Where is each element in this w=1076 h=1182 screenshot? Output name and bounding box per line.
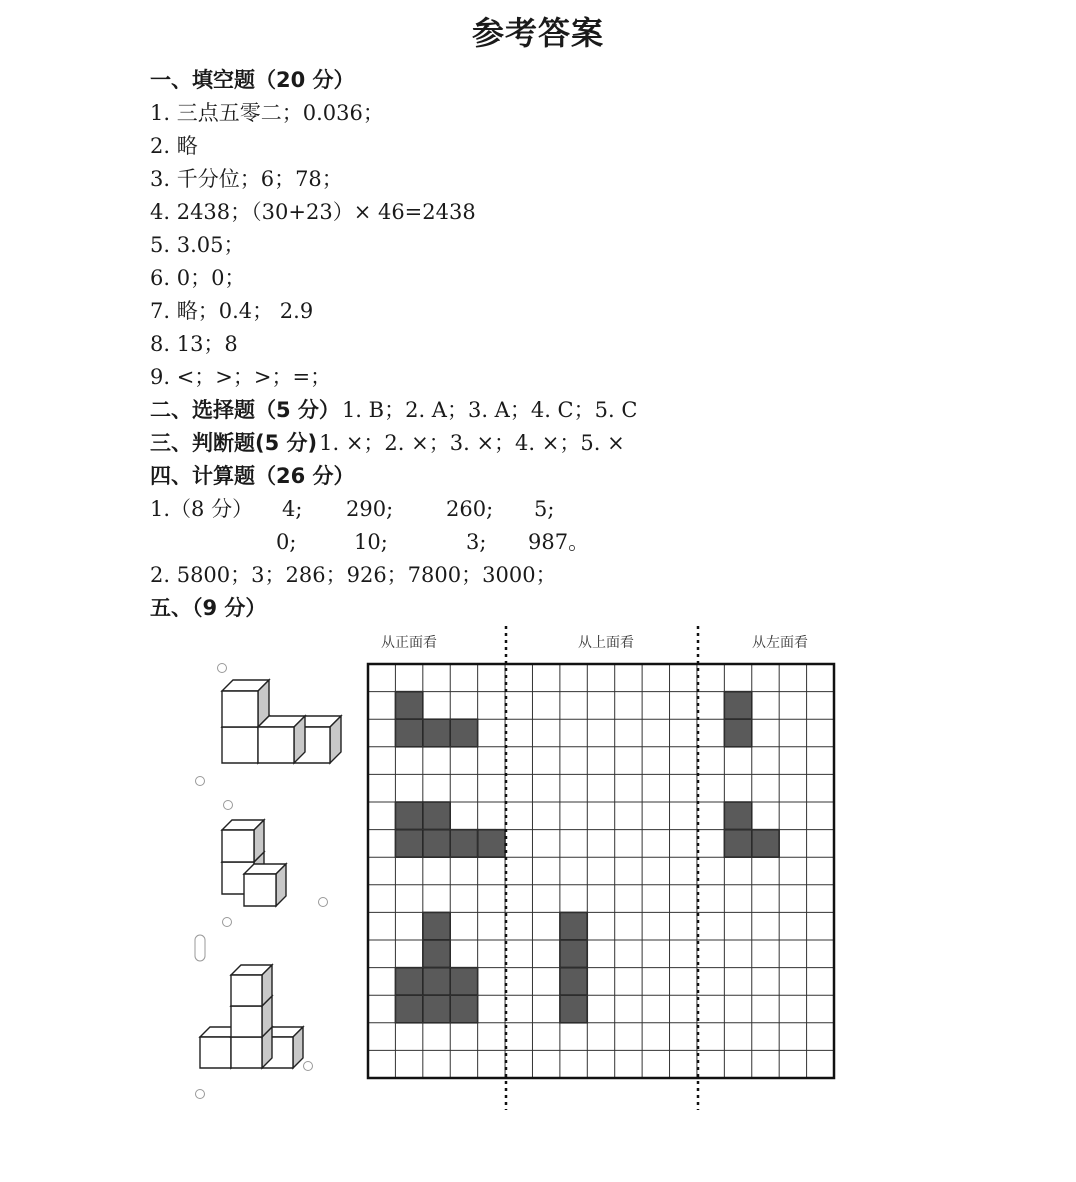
shaded-cell [395,830,422,858]
calc1-value: 3; [466,530,487,554]
calc1-value: 987。 [528,530,590,554]
shaded-cell [395,968,422,996]
shaded-cell [395,995,422,1023]
fill-answer-4: 4. 2438；（30+23）× 46=2438 [150,200,476,224]
calc1-value: 4; [282,497,303,521]
cube-front-face [231,975,262,1006]
cube-front-face [222,830,254,862]
calc1-value: 290; [346,497,394,521]
shaded-cell [450,968,477,996]
shaded-cell [423,995,450,1023]
cube-front-face [222,727,258,763]
fill-answer-7: 7. 略；0.4； 2.9 [150,299,314,323]
shaded-cell [724,719,751,747]
cube-front-face [222,691,258,727]
scan-mark [196,1090,205,1099]
section5-heading: 五、（9 分） [150,596,267,620]
shaded-cell [423,912,450,940]
shaded-cell [560,940,587,968]
shaded-cell [560,912,587,940]
section4-heading: 四、计算题（26 分） [150,464,355,488]
shaded-cell [560,995,587,1023]
fill-answer-1: 1. 三点五零二；0.036； [150,101,384,125]
section3-answers: 1. ×；2. ×；3. ×；4. ×；5. × [319,431,625,455]
shaded-cell [724,692,751,720]
calc1-value: 0; [276,530,297,554]
calc2-answers: 2. 5800；3；286；926；7800；3000； [150,563,557,587]
shaded-cell [423,802,450,830]
cube-front-face [231,1006,262,1037]
scan-mark [223,918,232,927]
cube-drawings [200,680,341,1068]
shaded-cell [450,995,477,1023]
fill-answer-5: 5. 3.05； [150,233,245,257]
shaded-cell [724,802,751,830]
shaded-cell [395,719,422,747]
fill-answer-2: 2. 略 [150,134,198,158]
fill-answer-9: 9. <；>；>；=； [150,365,332,389]
page-title: 参考答案 [471,14,604,52]
shaded-cell [752,830,779,858]
section3-heading: 三、判断题(5 分) [150,431,318,455]
cube-front-face [244,874,276,906]
view-label-top: 从上面看 [578,635,634,651]
shaded-cell [450,719,477,747]
cube-front-face [258,727,294,763]
shaded-cell [560,968,587,996]
fill-answer-6: 6. 0；0； [150,266,246,290]
scan-mark [304,1062,313,1071]
shaded-cell [395,692,422,720]
section1-heading: 一、填空题（20 分） [150,68,355,92]
scan-mark [224,801,233,810]
calc1-value: 10; [354,530,388,554]
section2-heading: 二、选择题（5 分） [150,398,340,422]
scan-mark [218,664,227,673]
calc1-value: 260; [446,497,494,521]
fill-answer-3: 3. 千分位；6；78； [150,167,343,191]
shaded-cell [423,940,450,968]
cube-front-face [231,1037,262,1068]
scan-mark [195,935,205,961]
scan-mark [319,898,328,907]
view-label-left: 从左面看 [752,635,808,651]
section2-answers: 1. B；2. A；3. A；4. C；5. C [341,398,638,422]
shaded-cell [423,968,450,996]
shaded-cell [450,830,477,858]
shaded-cell [423,719,450,747]
scan-mark [196,777,205,786]
shaded-cell [395,802,422,830]
shaded-cell [478,830,505,858]
view-label-front: 从正面看 [381,635,437,651]
shaded-cell [724,830,751,858]
shaded-cell [423,830,450,858]
calc1-value: 5; [534,497,555,521]
fill-answer-8: 8. 13；8 [150,332,238,356]
cube-front-face [200,1037,231,1068]
calc1-label: 1.（8 分） [150,497,254,521]
